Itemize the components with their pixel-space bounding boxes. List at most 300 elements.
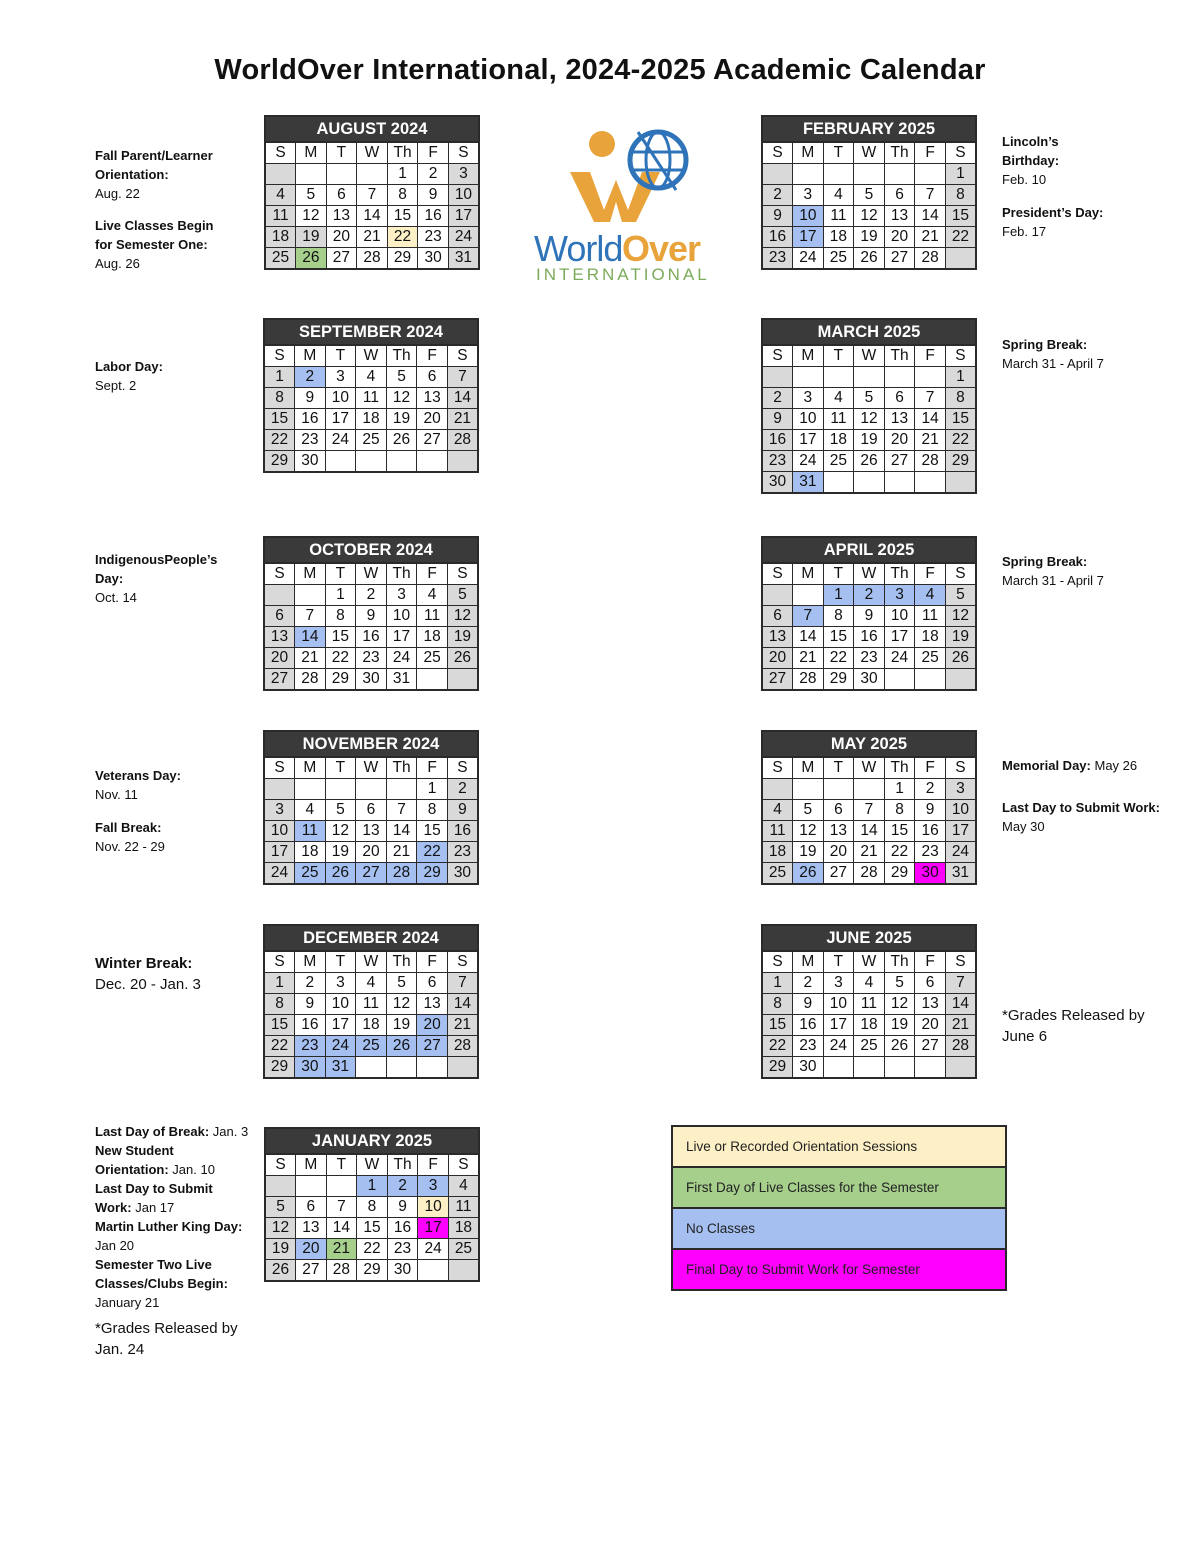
day-cell: 17 (325, 1015, 356, 1036)
weekday-label: Th (884, 345, 915, 367)
day-cell: 10 (945, 800, 976, 821)
day-cell: 7 (386, 800, 417, 821)
day-cell: 1 (357, 1176, 388, 1197)
empty-cell (265, 1176, 296, 1197)
day-cell: 8 (762, 994, 793, 1015)
weekday-label: S (264, 345, 295, 367)
day-cell: 12 (884, 994, 915, 1015)
day-cell: 1 (884, 779, 915, 800)
weekday-label: W (357, 142, 388, 164)
day-cell: 11 (915, 606, 946, 627)
weekday-label: W (356, 757, 387, 779)
empty-cell (264, 585, 295, 606)
day-cell: 28 (854, 863, 885, 885)
page-title: WorldOver International, 2024-2025 Academic Calendar (214, 54, 986, 86)
calendar-april-2025 (761, 536, 977, 691)
day-cell: 16 (295, 409, 326, 430)
day-cell: 25 (265, 248, 296, 270)
empty-cell (884, 669, 915, 691)
day-cell: 19 (325, 842, 356, 863)
weekday-label: T (823, 951, 854, 973)
day-cell: 26 (325, 863, 356, 885)
empty-cell (447, 1057, 478, 1079)
day-cell: 11 (762, 821, 793, 842)
day-cell: 21 (915, 430, 946, 451)
day-cell: 24 (793, 248, 824, 270)
day-cell: 11 (823, 206, 854, 227)
day-cell: 4 (265, 185, 296, 206)
day-cell: 14 (357, 206, 388, 227)
empty-cell (823, 1057, 854, 1079)
weekday-label: S (264, 757, 295, 779)
empty-cell (356, 1057, 387, 1079)
weekday-label: M (296, 142, 327, 164)
weekday-label: S (762, 142, 793, 164)
day-cell: 13 (264, 627, 295, 648)
note-june: *Grades Released by June 6 (1002, 1007, 1145, 1045)
weekday-label: S (447, 563, 478, 585)
weekday-label: M (295, 563, 326, 585)
day-cell: 21 (447, 1015, 478, 1036)
day-cell: 3 (264, 800, 295, 821)
weekday-label: W (854, 563, 885, 585)
day-cell: 25 (915, 648, 946, 669)
day-cell: 7 (793, 606, 824, 627)
calendar-june-2025 (761, 924, 977, 1079)
calendar-december-2024 (263, 924, 479, 1079)
weekday-label: S (945, 951, 976, 973)
day-cell: 3 (793, 388, 824, 409)
day-cell: 29 (417, 863, 448, 885)
day-cell: 2 (793, 973, 824, 994)
day-cell: 11 (295, 821, 326, 842)
weekday-label: T (823, 757, 854, 779)
day-cell: 23 (387, 1239, 418, 1260)
day-cell: 20 (326, 227, 357, 248)
weekday-label: S (762, 563, 793, 585)
day-cell: 26 (386, 430, 417, 451)
day-cell: 16 (762, 430, 793, 451)
day-cell: 25 (823, 248, 854, 270)
day-cell: 13 (356, 821, 387, 842)
day-cell: 24 (264, 863, 295, 885)
month-header: SEPTEMBER 2024 (263, 318, 479, 344)
day-cell: 4 (854, 973, 885, 994)
day-cell: 14 (915, 206, 946, 227)
empty-cell (884, 164, 915, 185)
day-cell: 1 (945, 367, 976, 388)
weekday-label: S (762, 757, 793, 779)
day-cell: 1 (387, 164, 418, 185)
legend-item-orientation: Live or Recorded Orientation Sessions (671, 1125, 1007, 1168)
day-cell: 14 (386, 821, 417, 842)
day-cell: 21 (295, 648, 326, 669)
weekday-label: S (448, 1154, 479, 1176)
day-cell: 10 (448, 185, 479, 206)
day-cell: 22 (884, 842, 915, 863)
day-cell: 8 (264, 388, 295, 409)
day-cell: 6 (356, 800, 387, 821)
day-cell: 7 (915, 185, 946, 206)
day-cell: 22 (945, 430, 976, 451)
day-cell: 2 (762, 185, 793, 206)
empty-cell (793, 779, 824, 800)
empty-cell (793, 585, 824, 606)
weekday-label: S (447, 757, 478, 779)
weekday-label: W (854, 142, 885, 164)
day-cell: 7 (447, 367, 478, 388)
weekday-label: T (325, 951, 356, 973)
day-cell: 4 (823, 388, 854, 409)
day-cell: 17 (793, 227, 824, 248)
weekday-label: S (264, 563, 295, 585)
day-cell: 27 (884, 451, 915, 472)
empty-cell (265, 164, 296, 185)
day-cell: 12 (296, 206, 327, 227)
day-cell: 14 (447, 388, 478, 409)
calendar-august-2024 (264, 115, 480, 270)
day-cell: 31 (386, 669, 417, 691)
empty-cell (296, 164, 327, 185)
day-cell: 19 (945, 627, 976, 648)
empty-cell (447, 669, 478, 691)
day-cell: 15 (387, 206, 418, 227)
empty-cell (915, 367, 946, 388)
month-header: JUNE 2025 (761, 924, 977, 950)
weekday-label: W (356, 563, 387, 585)
day-cell: 14 (915, 409, 946, 430)
day-cell: 7 (854, 800, 885, 821)
day-cell: 8 (387, 185, 418, 206)
day-cell: 18 (854, 1015, 885, 1036)
day-cell: 12 (854, 409, 885, 430)
day-cell: 8 (417, 800, 448, 821)
empty-cell (854, 164, 885, 185)
day-cell: 13 (915, 994, 946, 1015)
day-cell: 5 (386, 973, 417, 994)
day-cell: 9 (295, 388, 326, 409)
day-cell: 10 (325, 994, 356, 1015)
day-cell: 12 (793, 821, 824, 842)
empty-cell (793, 164, 824, 185)
weekday-label: M (793, 345, 824, 367)
day-cell: 26 (386, 1036, 417, 1057)
day-cell: 4 (448, 1176, 479, 1197)
month-header: MARCH 2025 (761, 318, 977, 344)
weekday-label: M (296, 1154, 327, 1176)
note-april: Spring Break: March 31 - April 7 (1002, 554, 1104, 588)
day-cell: 27 (762, 669, 793, 691)
month-header: OCTOBER 2024 (263, 536, 479, 562)
day-cell: 11 (854, 994, 885, 1015)
day-cell: 1 (762, 973, 793, 994)
day-cell: 3 (448, 164, 479, 185)
day-cell: 4 (356, 367, 387, 388)
day-cell: 7 (915, 388, 946, 409)
day-cell: 21 (326, 1239, 357, 1260)
day-cell: 18 (823, 227, 854, 248)
day-cell: 5 (325, 800, 356, 821)
day-cell: 31 (793, 472, 824, 494)
note-may: Memorial Day: May 26 Last Day to Submit Work: May 30 (1002, 758, 1160, 834)
empty-cell (325, 779, 356, 800)
day-cell: 26 (945, 648, 976, 669)
empty-cell (945, 669, 976, 691)
day-cell: 5 (447, 585, 478, 606)
day-cell: 20 (762, 648, 793, 669)
day-cell: 19 (386, 1015, 417, 1036)
weekday-label: M (793, 142, 824, 164)
weekday-label: F (418, 1154, 449, 1176)
day-cell: 12 (945, 606, 976, 627)
day-cell: 30 (356, 669, 387, 691)
day-cell: 13 (296, 1218, 327, 1239)
day-cell: 30 (762, 472, 793, 494)
day-cell: 2 (356, 585, 387, 606)
day-cell: 16 (295, 1015, 326, 1036)
day-cell: 28 (326, 1260, 357, 1282)
day-cell: 23 (854, 648, 885, 669)
day-cell: 8 (884, 800, 915, 821)
empty-cell (417, 669, 448, 691)
day-cell: 25 (823, 451, 854, 472)
day-cell: 29 (264, 451, 295, 473)
day-cell: 18 (823, 430, 854, 451)
day-cell: 14 (793, 627, 824, 648)
day-cell: 26 (854, 248, 885, 270)
empty-cell (386, 779, 417, 800)
day-cell: 17 (793, 430, 824, 451)
weekday-label: S (945, 345, 976, 367)
empty-cell (356, 779, 387, 800)
day-cell: 29 (884, 863, 915, 885)
day-cell: 27 (417, 430, 448, 451)
day-cell: 30 (854, 669, 885, 691)
day-cell: 11 (265, 206, 296, 227)
day-cell: 29 (357, 1260, 388, 1282)
day-cell: 21 (386, 842, 417, 863)
day-cell: 2 (915, 779, 946, 800)
day-cell: 26 (884, 1036, 915, 1057)
weekday-label: Th (386, 757, 417, 779)
day-cell: 27 (264, 669, 295, 691)
day-cell: 28 (915, 451, 946, 472)
day-cell: 6 (823, 800, 854, 821)
empty-cell (854, 367, 885, 388)
empty-cell (854, 779, 885, 800)
day-cell: 28 (793, 669, 824, 691)
svg-text:INTERNATIONAL: INTERNATIONAL (536, 265, 708, 284)
logo-graphic (532, 128, 708, 284)
empty-cell (762, 367, 793, 388)
svg-text:Over: Over (622, 228, 701, 269)
day-cell: 14 (447, 994, 478, 1015)
legend-item-no-classes: No Classes (671, 1209, 1007, 1250)
empty-cell (915, 669, 946, 691)
day-cell: 15 (945, 409, 976, 430)
day-cell: 12 (325, 821, 356, 842)
weekday-label: W (854, 951, 885, 973)
day-cell: 4 (762, 800, 793, 821)
weekday-label: F (915, 142, 946, 164)
empty-cell (386, 1057, 417, 1079)
day-cell: 15 (325, 627, 356, 648)
day-cell: 13 (326, 206, 357, 227)
weekday-label: S (945, 563, 976, 585)
empty-cell (326, 1176, 357, 1197)
weekday-label: S (265, 142, 296, 164)
empty-cell (296, 1176, 327, 1197)
day-cell: 3 (884, 585, 915, 606)
day-cell: 19 (386, 409, 417, 430)
day-cell: 27 (417, 1036, 448, 1057)
day-cell: 24 (418, 1239, 449, 1260)
day-cell: 23 (762, 451, 793, 472)
day-cell: 22 (762, 1036, 793, 1057)
day-cell: 18 (265, 227, 296, 248)
day-cell: 26 (854, 451, 885, 472)
note-december: Winter Break: Dec. 20 - Jan. 3 (95, 955, 201, 993)
empty-cell (762, 585, 793, 606)
day-cell: 31 (945, 863, 976, 885)
day-cell: 25 (448, 1239, 479, 1260)
day-cell: 24 (386, 648, 417, 669)
weekday-label: M (295, 345, 326, 367)
weekday-label: M (793, 757, 824, 779)
day-cell: 4 (417, 585, 448, 606)
day-cell: 5 (265, 1197, 296, 1218)
day-cell: 2 (854, 585, 885, 606)
day-cell: 13 (884, 409, 915, 430)
empty-cell (417, 451, 448, 473)
empty-cell (356, 451, 387, 473)
note-august: Fall Parent/Learner Orientation: Aug. 22 Live Classes Begin for Semester One: Aug. 26 (95, 148, 214, 271)
empty-cell (823, 779, 854, 800)
note-november: Veterans Day: Nov. 11 Fall Break: Nov. 22 - 29 (95, 768, 181, 854)
day-cell: 3 (325, 367, 356, 388)
weekday-label: T (325, 345, 356, 367)
day-cell: 5 (945, 585, 976, 606)
day-cell: 6 (884, 388, 915, 409)
day-cell: 27 (356, 863, 387, 885)
day-cell: 9 (762, 409, 793, 430)
day-cell: 11 (448, 1197, 479, 1218)
day-cell: 29 (762, 1057, 793, 1079)
empty-cell (762, 779, 793, 800)
weekday-label: Th (386, 563, 417, 585)
day-cell: 24 (325, 430, 356, 451)
month-header: DECEMBER 2024 (263, 924, 479, 950)
day-cell: 13 (762, 627, 793, 648)
day-cell: 4 (295, 800, 326, 821)
day-cell: 9 (915, 800, 946, 821)
day-cell: 6 (884, 185, 915, 206)
day-cell: 7 (945, 973, 976, 994)
day-cell: 10 (823, 994, 854, 1015)
day-cell: 20 (264, 648, 295, 669)
month-header: NOVEMBER 2024 (263, 730, 479, 756)
day-cell: 30 (295, 451, 326, 473)
day-cell: 20 (417, 409, 448, 430)
empty-cell (945, 1057, 976, 1079)
weekday-label: T (326, 142, 357, 164)
day-cell: 10 (884, 606, 915, 627)
day-cell: 13 (417, 388, 448, 409)
empty-cell (325, 451, 356, 473)
day-cell: 16 (356, 627, 387, 648)
day-cell: 4 (915, 585, 946, 606)
day-cell: 8 (357, 1197, 388, 1218)
day-cell: 27 (915, 1036, 946, 1057)
day-cell: 3 (793, 185, 824, 206)
day-cell: 24 (823, 1036, 854, 1057)
day-cell: 28 (357, 248, 388, 270)
day-cell: 16 (915, 821, 946, 842)
day-cell: 6 (296, 1197, 327, 1218)
day-cell: 8 (264, 994, 295, 1015)
day-cell: 18 (915, 627, 946, 648)
day-cell: 11 (823, 409, 854, 430)
day-cell: 20 (915, 1015, 946, 1036)
day-cell: 21 (915, 227, 946, 248)
weekday-label: S (265, 1154, 296, 1176)
day-cell: 23 (418, 227, 449, 248)
day-cell: 13 (884, 206, 915, 227)
day-cell: 22 (823, 648, 854, 669)
day-cell: 22 (945, 227, 976, 248)
day-cell: 25 (854, 1036, 885, 1057)
weekday-label: T (823, 345, 854, 367)
day-cell: 9 (447, 800, 478, 821)
day-cell: 28 (945, 1036, 976, 1057)
weekday-label: Th (884, 757, 915, 779)
day-cell: 11 (356, 994, 387, 1015)
calendar-november-2024 (263, 730, 479, 885)
day-cell: 28 (295, 669, 326, 691)
empty-cell (823, 472, 854, 494)
day-cell: 31 (325, 1057, 356, 1079)
day-cell: 23 (762, 248, 793, 270)
day-cell: 5 (793, 800, 824, 821)
day-cell: 5 (854, 185, 885, 206)
day-cell: 15 (823, 627, 854, 648)
day-cell: 9 (762, 206, 793, 227)
day-cell: 13 (417, 994, 448, 1015)
empty-cell (945, 248, 976, 270)
day-cell: 1 (325, 585, 356, 606)
weekday-label: F (417, 345, 448, 367)
day-cell: 8 (945, 185, 976, 206)
day-cell: 17 (884, 627, 915, 648)
legend-item-first-day: First Day of Live Classes for the Semester (671, 1168, 1007, 1209)
day-cell: 1 (417, 779, 448, 800)
weekday-label: W (356, 951, 387, 973)
calendar-january-2025 (264, 1127, 480, 1282)
day-cell: 16 (793, 1015, 824, 1036)
day-cell: 21 (945, 1015, 976, 1036)
day-cell: 20 (356, 842, 387, 863)
note-february: Lincoln’s Birthday: Feb. 10 President’s Day: Feb. 17 (1002, 134, 1104, 239)
day-cell: 13 (823, 821, 854, 842)
day-cell: 30 (915, 863, 946, 885)
day-cell: 24 (448, 227, 479, 248)
day-cell: 9 (387, 1197, 418, 1218)
empty-cell (915, 1057, 946, 1079)
day-cell: 5 (884, 973, 915, 994)
day-cell: 16 (447, 821, 478, 842)
month-header: FEBRUARY 2025 (761, 115, 977, 141)
day-cell: 3 (386, 585, 417, 606)
